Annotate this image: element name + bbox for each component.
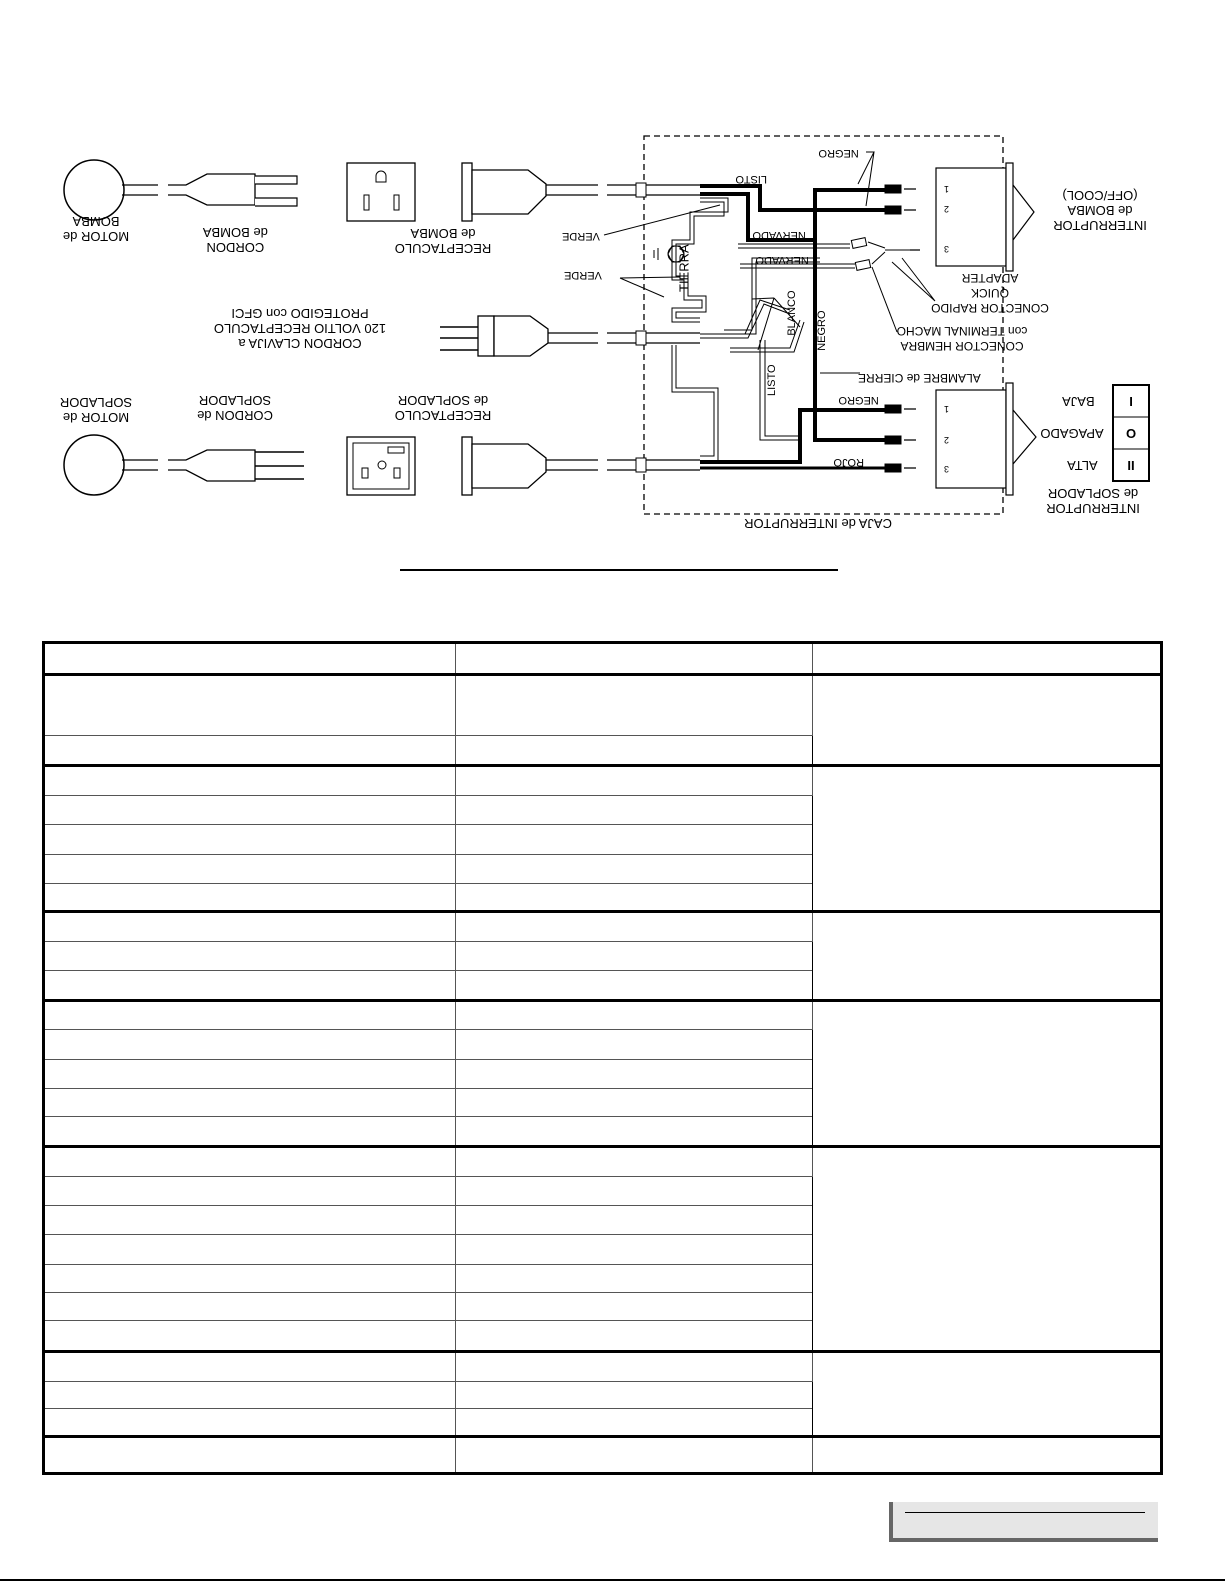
footer-rule (905, 1512, 1145, 1513)
table-cell (44, 1206, 456, 1234)
svg-text:SOPLADOR (199, 393, 271, 408)
table-cell (813, 766, 1162, 911)
label-line: RECEPTACULO (394, 408, 492, 423)
svg-text:con TERMINAL MACHO (897, 324, 1028, 338)
table-cell (44, 941, 456, 970)
table-cell (456, 1146, 813, 1176)
table-cell (456, 1117, 813, 1146)
table-cell (44, 675, 456, 736)
rojo-label: ROJO (833, 456, 864, 468)
negro-vertical-label: NEGRO (816, 310, 828, 351)
label-line: de BOMBA (202, 225, 268, 240)
svg-text:PROTEGIDO con GFCI (231, 306, 368, 321)
blower-motor (64, 435, 158, 495)
interruptor-soplador-label (1046, 486, 1140, 516)
table-cell (456, 643, 813, 675)
svg-text:BAJA: BAJA (1062, 394, 1095, 409)
table-cell (44, 884, 456, 911)
label-line: BOMBA (72, 214, 120, 229)
pump-receptacle (347, 163, 415, 221)
table-cell (456, 1206, 813, 1234)
table-cell (456, 735, 813, 765)
pump-receptacle-plug (462, 163, 700, 221)
table-header-row (44, 643, 1162, 675)
table-row (44, 1001, 1162, 1029)
table-cell (44, 1146, 456, 1176)
label-line: de SOPLADOR (397, 393, 489, 408)
table-cell (456, 1264, 813, 1292)
pump-cord (168, 174, 297, 206)
motor-bomba-label (63, 214, 129, 244)
cordon-soplador-label (197, 393, 273, 423)
negro-lower-label: NEGRO (838, 394, 879, 406)
label-line: de SOPLADOR (1047, 486, 1139, 501)
label-line: de BOMBA (410, 226, 476, 241)
table-cell (456, 766, 813, 796)
table-cell (44, 1089, 456, 1117)
table-cell (44, 1437, 456, 1474)
svg-text:I: I (1129, 394, 1133, 409)
svg-text:INTERRUPTOR (1046, 501, 1140, 516)
svg-text:O: O (1125, 426, 1137, 441)
table-row (44, 766, 1162, 796)
cordon-clavija-label (214, 306, 386, 351)
svg-text:ALTA: ALTA (1067, 458, 1098, 473)
table-cell (813, 1001, 1162, 1146)
nervado-label-2: NERVADO (755, 254, 809, 266)
label-line: RECEPTACULO (394, 241, 492, 256)
table-row (44, 1351, 1162, 1381)
svg-text:QUICK (971, 286, 1009, 300)
svg-text:de SOPLADOR (1048, 486, 1138, 501)
label-line: MOTOR de (62, 410, 130, 425)
table-cell (813, 911, 1162, 1001)
table-cell (456, 824, 813, 854)
verde-label-1: VERDE (562, 230, 600, 242)
svg-text:CONECTOR RAPIDO (931, 301, 1049, 315)
label-line: (OFF/COOL) (1062, 188, 1138, 203)
listo-top-label: LISTO (735, 173, 768, 185)
table-cell (44, 1293, 456, 1321)
table-cell (456, 911, 813, 941)
svg-text:(OFF/COOL) (1062, 188, 1137, 203)
table-cell (456, 941, 813, 970)
table-cell (44, 971, 456, 1001)
label-line: 120 VOLTIO RECEPTACULO (213, 321, 387, 336)
svg-text:1: 1 (944, 404, 950, 414)
table-cell (456, 1381, 813, 1408)
table-cell (456, 1234, 813, 1264)
interruptor-bomba-label (1053, 188, 1147, 233)
svg-text:MOTOR de (63, 229, 129, 244)
label-line: INTERRUPTOR (1046, 501, 1140, 516)
table-cell (44, 854, 456, 883)
gfci-plug-cord (440, 316, 700, 356)
label-line: INTERRUPTOR (1053, 218, 1147, 233)
receptaculo-soplador-label (395, 393, 492, 423)
caja-label: CAJA de INTERRUPTOR (744, 516, 892, 531)
label-line: ADAPTER (961, 271, 1019, 285)
table-cell (44, 735, 456, 765)
table-cell (44, 796, 456, 824)
table-cell (813, 1437, 1162, 1474)
title-underline (400, 569, 838, 571)
table-cell (456, 1293, 813, 1321)
table-cell (456, 1001, 813, 1029)
table-cell (456, 1409, 813, 1437)
cordon-bomba-label (202, 225, 267, 255)
table-cell (456, 796, 813, 824)
svg-text:II: II (1127, 458, 1135, 473)
svg-text:3: 3 (944, 464, 950, 474)
label-line: CONECTOR HEMBRA (900, 339, 1024, 353)
svg-text:ADAPTER (961, 271, 1018, 285)
table-cell (44, 1264, 456, 1292)
quick-adapter-label (931, 271, 1049, 315)
table-cell (456, 1177, 813, 1206)
svg-text:de BOMBA (202, 225, 267, 240)
label-line: CONECTOR RAPIDO (931, 301, 1049, 315)
conector-hembra-label (897, 324, 1028, 353)
parts-table (42, 641, 1163, 1475)
table-cell (456, 884, 813, 911)
switch-position-labels (1040, 394, 1103, 473)
svg-text:RECEPTACULO (395, 408, 492, 423)
table-cell (813, 675, 1162, 766)
table-cell (44, 1001, 456, 1029)
table-row (44, 675, 1162, 736)
table-cell (44, 766, 456, 796)
svg-text:MOTOR de (63, 410, 129, 425)
receptaculo-bomba-label (395, 226, 492, 256)
blower-cord (168, 450, 304, 481)
label-line: CORDON (206, 240, 265, 255)
table-cell (813, 643, 1162, 675)
table-cell (456, 1321, 813, 1351)
svg-text:CONECTOR HEMBRA (900, 339, 1023, 353)
blower-switch (936, 383, 1036, 495)
svg-text:2: 2 (944, 204, 950, 214)
table-cell (44, 911, 456, 941)
wiring-diagram (0, 0, 1225, 600)
nervado-label-1: NERVADO (752, 229, 806, 241)
table-cell (456, 1029, 813, 1059)
svg-text:de BOMBA (1067, 203, 1132, 218)
alambre-label: ALAMBRE de CIERRE (858, 371, 981, 385)
verde-label-2: VERDE (564, 269, 602, 281)
pump-motor (64, 160, 158, 220)
table-cell (456, 854, 813, 883)
tierra-label: TIERRA (676, 244, 692, 292)
table-cell (813, 1146, 1162, 1351)
svg-text:CORDON (206, 240, 264, 255)
listo-vertical-label: LISTO (766, 364, 778, 397)
table-cell (44, 1177, 456, 1206)
table-row (44, 911, 1162, 941)
negro-top-label: NEGRO (818, 147, 859, 159)
footer-tab (889, 1502, 1158, 1542)
svg-text:INTERRUPTOR (1053, 218, 1147, 233)
svg-text:2: 2 (944, 435, 950, 445)
svg-text:SOPLADOR (60, 395, 132, 410)
label-line: SOPLADOR (198, 393, 272, 408)
svg-text:APAGADO: APAGADO (1040, 426, 1104, 441)
label-line: CORDON de (197, 408, 273, 423)
quick-connectors (851, 238, 910, 271)
svg-text:RECEPTACULO (395, 241, 492, 256)
blower-receptacle-plug (462, 437, 700, 495)
svg-text:3: 3 (944, 244, 950, 254)
svg-text:BOMBA (72, 214, 119, 229)
label-line: con TERMINAL MACHO (896, 324, 1028, 338)
blanco-label: BLANCO (786, 290, 798, 336)
svg-text:CORDON de (197, 408, 273, 423)
svg-text:de BOMBA (410, 226, 475, 241)
svg-text:CORDON CLAVIJA a (238, 336, 362, 351)
table-cell (456, 971, 813, 1001)
green-ground-wires (654, 198, 728, 462)
table-cell (44, 824, 456, 854)
svg-text:120 VOLTIO RECEPTACULO (214, 321, 386, 336)
svg-text:1: 1 (944, 184, 950, 194)
table-cell (456, 1089, 813, 1117)
label-line: QUICK (970, 286, 1010, 300)
table-cell (44, 1351, 456, 1381)
blower-receptacle (347, 437, 415, 495)
table-cell (456, 675, 813, 736)
table-row (44, 1146, 1162, 1176)
table-cell (44, 1381, 456, 1408)
table-cell (456, 1351, 813, 1381)
svg-text:de SOPLADOR (398, 393, 488, 408)
label-line: SOPLADOR (59, 395, 133, 410)
table-cell (813, 1351, 1162, 1437)
table-row (44, 1437, 1162, 1474)
table-cell (44, 1234, 456, 1264)
table-cell (456, 1437, 813, 1474)
table-cell (44, 1029, 456, 1059)
table-cell (44, 1321, 456, 1351)
label-line: CORDON CLAVIJA a (238, 336, 362, 351)
table-cell (44, 1409, 456, 1437)
pump-switch (936, 163, 1034, 271)
label-line: de BOMBA (1067, 203, 1133, 218)
table-cell (44, 1117, 456, 1146)
table-cell (456, 1059, 813, 1088)
table-cell (44, 643, 456, 675)
label-line: MOTOR de (62, 229, 130, 244)
table-cell (44, 1059, 456, 1088)
page-bottom-rule (0, 1579, 1225, 1581)
motor-soplador-label (60, 395, 132, 425)
label-line: PROTEGIDO con GFCI (231, 306, 369, 321)
